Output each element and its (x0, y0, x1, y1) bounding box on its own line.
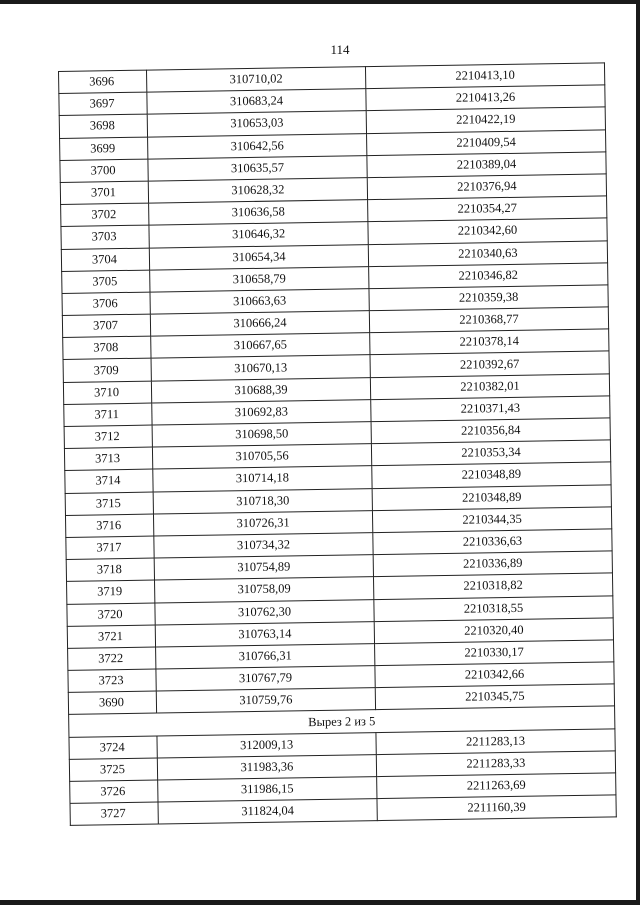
y-coordinate-cell: 2210382,01 (370, 374, 609, 400)
point-number-cell: 3700 (60, 159, 148, 183)
table-body-part-1 (59, 63, 615, 715)
point-number-cell: 3698 (59, 114, 147, 138)
point-number-cell: 3702 (61, 203, 149, 227)
x-coordinate-cell: 310658,79 (150, 266, 369, 292)
y-coordinate-cell: 2210345,75 (375, 684, 614, 710)
point-number-cell: 3703 (61, 225, 149, 249)
x-coordinate-cell: 310759,76 (156, 688, 375, 714)
y-coordinate-cell: 2210320,40 (374, 618, 613, 644)
coordinates-table (58, 62, 617, 826)
x-coordinate-cell: 310667,65 (151, 333, 370, 359)
point-number-cell: 3690 (68, 691, 156, 715)
y-coordinate-cell: 2210409,54 (367, 129, 606, 155)
point-number-cell: 3724 (69, 736, 157, 760)
scan-edge-bottom (0, 900, 640, 905)
point-number-cell: 3710 (63, 381, 151, 405)
y-coordinate-cell: 2210342,60 (368, 218, 607, 244)
x-coordinate-cell: 311824,04 (158, 799, 377, 825)
point-number-cell: 3714 (65, 469, 153, 493)
y-coordinate-cell: 2210368,77 (369, 307, 608, 333)
y-coordinate-cell: 2210346,82 (369, 263, 608, 289)
y-coordinate-cell: 2210342,66 (375, 662, 614, 688)
point-number-cell: 3726 (70, 780, 158, 804)
point-number-cell: 3720 (67, 603, 155, 627)
y-coordinate-cell: 2211263,69 (377, 773, 616, 799)
x-coordinate-cell: 310718,30 (153, 488, 372, 514)
y-coordinate-cell: 2210330,17 (375, 640, 614, 666)
point-number-cell: 3697 (59, 92, 147, 116)
x-coordinate-cell: 310766,31 (156, 643, 375, 669)
y-coordinate-cell: 2210356,84 (371, 418, 610, 444)
point-number-cell: 3727 (70, 802, 158, 826)
x-coordinate-cell: 310666,24 (150, 311, 369, 337)
y-coordinate-cell: 2210344,35 (372, 507, 611, 533)
x-coordinate-cell: 310726,31 (153, 510, 372, 536)
point-number-cell: 3706 (62, 292, 150, 316)
point-number-cell: 3722 (68, 647, 156, 671)
point-number-cell: 3716 (65, 514, 153, 538)
x-coordinate-cell: 310692,83 (152, 399, 371, 425)
x-coordinate-cell: 310705,56 (152, 444, 371, 470)
y-coordinate-cell: 2210389,04 (367, 152, 606, 178)
point-number-cell: 3707 (62, 314, 150, 338)
y-coordinate-cell: 2210348,89 (372, 462, 611, 488)
x-coordinate-cell: 311986,15 (158, 777, 377, 803)
y-coordinate-cell: 2211160,39 (377, 795, 616, 821)
y-coordinate-cell: 2210376,94 (367, 174, 606, 200)
x-coordinate-cell: 311983,36 (157, 754, 376, 780)
y-coordinate-cell: 2210413,10 (365, 63, 604, 89)
y-coordinate-cell: 2210378,14 (370, 329, 609, 355)
x-coordinate-cell: 310754,89 (154, 555, 373, 581)
x-coordinate-cell: 310635,57 (148, 155, 367, 181)
y-coordinate-cell: 2210392,67 (370, 351, 609, 377)
x-coordinate-cell: 310734,32 (154, 533, 373, 559)
point-number-cell: 3723 (68, 669, 156, 693)
x-coordinate-cell: 310642,56 (148, 133, 367, 159)
point-number-cell: 3713 (64, 447, 152, 471)
x-coordinate-cell: 310663,63 (150, 289, 369, 315)
y-coordinate-cell: 2211283,33 (376, 751, 615, 777)
scan-edge-right (636, 0, 640, 905)
x-coordinate-cell: 310767,79 (156, 666, 375, 692)
x-coordinate-cell: 310670,13 (151, 355, 370, 381)
y-coordinate-cell: 2210336,63 (373, 529, 612, 555)
page-number: 114 (330, 42, 350, 57)
point-number-cell: 3718 (66, 558, 154, 582)
point-number-cell: 3705 (62, 270, 150, 294)
point-number-cell: 3719 (67, 580, 155, 604)
y-coordinate-cell: 2210354,27 (368, 196, 607, 222)
x-coordinate-cell: 310758,09 (155, 577, 374, 603)
y-coordinate-cell: 2210422,19 (366, 107, 605, 133)
y-coordinate-cell: 2210371,43 (371, 396, 610, 422)
y-coordinate-cell: 2210340,63 (368, 240, 607, 266)
point-number-cell: 3708 (63, 336, 151, 360)
x-coordinate-cell: 310763,14 (155, 621, 374, 647)
x-coordinate-cell: 310683,24 (147, 89, 366, 115)
y-coordinate-cell: 2210318,55 (374, 595, 613, 621)
x-coordinate-cell: 312009,13 (157, 732, 376, 758)
y-coordinate-cell: 2210348,89 (372, 484, 611, 510)
y-coordinate-cell: 2210353,34 (371, 440, 610, 466)
point-number-cell: 3709 (63, 359, 151, 383)
x-coordinate-cell: 310646,32 (149, 222, 368, 248)
y-coordinate-cell: 2210318,82 (373, 573, 612, 599)
y-coordinate-cell: 2210413,26 (366, 85, 605, 111)
point-number-cell: 3699 (60, 137, 148, 161)
section-heading: Вырез 2 из 5 (69, 706, 615, 737)
x-coordinate-cell: 310762,30 (155, 599, 374, 625)
point-number-cell: 3701 (60, 181, 148, 205)
point-number-cell: 3717 (66, 536, 154, 560)
x-coordinate-cell: 310698,50 (152, 422, 371, 448)
x-coordinate-cell: 310710,02 (146, 67, 365, 93)
x-coordinate-cell: 310628,32 (148, 178, 367, 204)
point-number-cell: 3721 (67, 625, 155, 649)
x-coordinate-cell: 310688,39 (151, 377, 370, 403)
point-number-cell: 3711 (64, 403, 152, 427)
x-coordinate-cell: 310653,03 (147, 111, 366, 137)
y-coordinate-cell: 2210336,89 (373, 551, 612, 577)
y-coordinate-cell: 2210359,38 (369, 285, 608, 311)
point-number-cell: 3725 (69, 758, 157, 782)
point-number-cell: 3712 (64, 425, 152, 449)
point-number-cell: 3704 (61, 248, 149, 272)
x-coordinate-cell: 310636,58 (149, 200, 368, 226)
point-number-cell: 3715 (65, 492, 153, 516)
point-number-cell: 3696 (59, 70, 147, 94)
x-coordinate-cell: 310654,34 (149, 244, 368, 270)
y-coordinate-cell: 2211283,13 (376, 728, 615, 754)
scan-edge-top (0, 0, 640, 4)
x-coordinate-cell: 310714,18 (153, 466, 372, 492)
table-body-part-2 (69, 728, 616, 825)
